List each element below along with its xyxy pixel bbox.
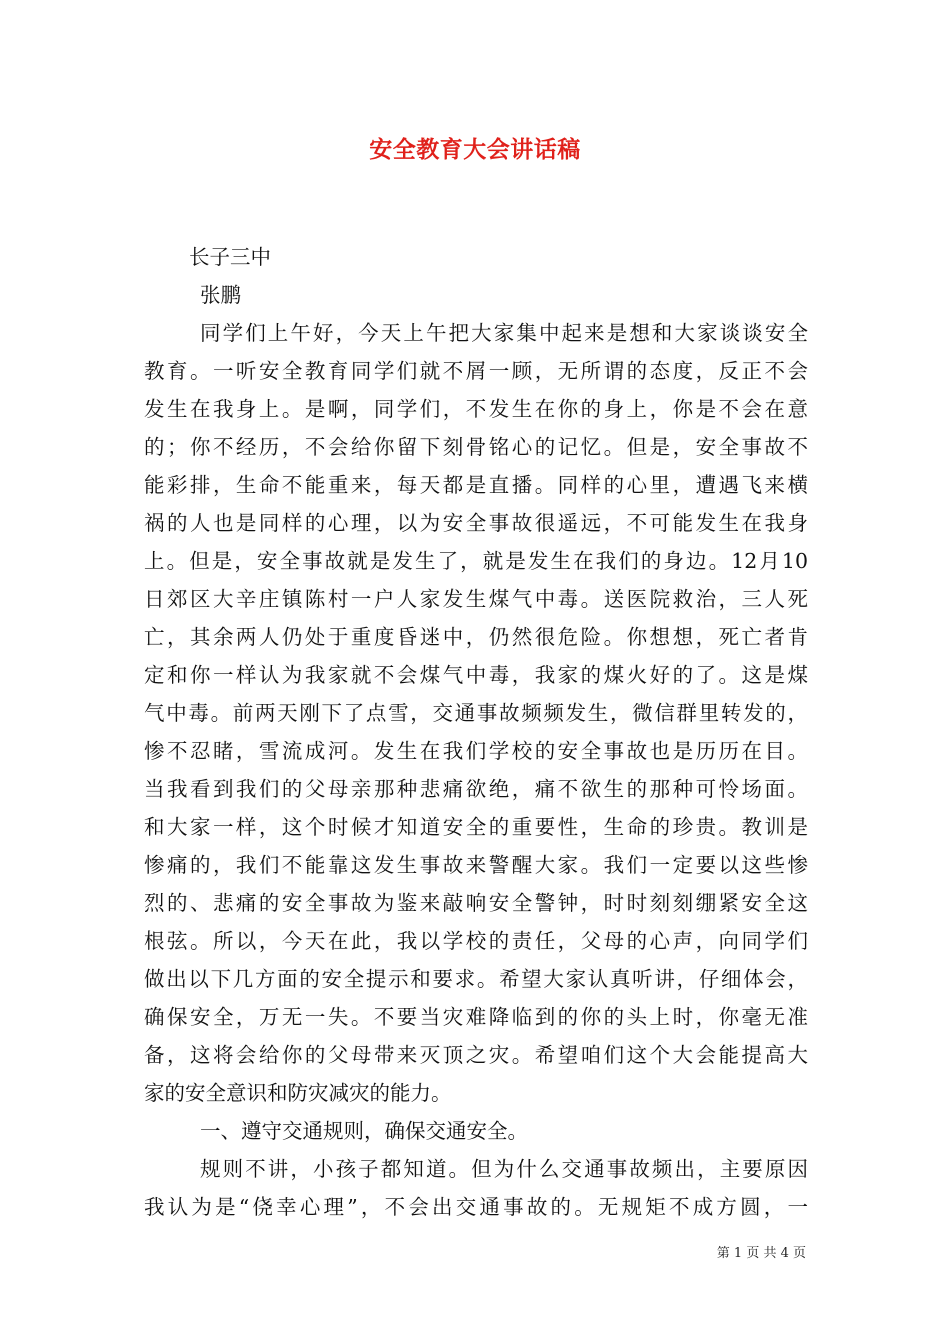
- paragraph-line: 确保安全，万无一失。不要当灾难降临到的你的头上时，你毫无准: [144, 1005, 808, 1029]
- paragraph-line: 和大家一样，这个时候才知道安全的重要性，生命的珍贵。教训是: [144, 815, 808, 839]
- paragraph-line: 能彩排，生命不能重来，每天都是直播。同样的心里，遭遇飞来横: [144, 473, 808, 497]
- paragraph-line: 同学们上午好，今天上午把大家集中起来是想和大家谈谈安全: [200, 321, 808, 345]
- paragraph-line: 祸的人也是同样的心理，以为安全事故很遥远，不可能发生在我身: [144, 511, 808, 535]
- paragraph-line: 发生在我身上。是啊，同学们，不发生在你的身上，你是不会在意: [144, 397, 808, 421]
- paragraph-line: 做出以下几方面的安全提示和要求。希望大家认真听讲，仔细体会，: [144, 967, 808, 991]
- school-name: 长子三中: [189, 245, 271, 269]
- paragraph-line: 定和你一样认为我家就不会煤气中毒，我家的煤火好的了。这是煤: [144, 663, 808, 687]
- paragraph-line: 我认为是“侥幸心理”，不会出交通事故的。无规矩不成方圆，一: [144, 1195, 808, 1219]
- paragraph-line: 惨痛的，我们不能靠这发生事故来警醒大家。我们一定要以这些惨: [144, 853, 808, 877]
- paragraph-line: 的；你不经历，不会给你留下刻骨铭心的记忆。但是，安全事故不: [144, 435, 808, 459]
- paragraph-line: 日郊区大辛庄镇陈村一户人家发生煤气中毒。送医院救治，三人死: [144, 587, 808, 611]
- paragraph-line: 规则不讲，小孩子都知道。但为什么交通事故频出，主要原因: [200, 1157, 808, 1181]
- paragraph-line: 惨不忍睹，雪流成河。发生在我们学校的安全事故也是历历在目。: [144, 739, 808, 763]
- paragraph-line: 家的安全意识和防灾减灾的能力。: [144, 1081, 452, 1105]
- paragraph-line: 气中毒。前两天刚下了点雪，交通事故频频发生，微信群里转发的，: [144, 701, 808, 725]
- section-heading: 一、遵守交通规则，确保交通安全。: [200, 1119, 528, 1143]
- paragraph-line: 教育。一听安全教育同学们就不屑一顾，无所谓的态度，反正不会: [144, 359, 808, 383]
- paragraph-line: 上。但是，安全事故就是发生了，就是发生在我们的身边。12月10: [144, 549, 808, 573]
- paragraph-line: 当我看到我们的父母亲那种悲痛欲绝，痛不欲生的那种可怜场面。: [144, 777, 808, 801]
- author-name: 张鹏: [200, 283, 241, 307]
- paragraph-line: 亡，其余两人仍处于重度昏迷中，仍然很危险。你想想，死亡者肯: [144, 625, 808, 649]
- paragraph-line: 烈的、悲痛的安全事故为鉴来敲响安全警钟，时时刻刻绷紧安全这: [144, 891, 808, 915]
- paragraph-line: 备，这将会给你的父母带来灭顶之灾。希望咱们这个大会能提高大: [144, 1043, 808, 1067]
- page-number: 第 1 页 共 4 页: [716, 1246, 806, 1261]
- document-title: 安全教育大会讲话稿: [369, 136, 581, 163]
- paragraph-line: 根弦。所以，今天在此，我以学校的责任，父母的心声，向同学们: [144, 929, 808, 953]
